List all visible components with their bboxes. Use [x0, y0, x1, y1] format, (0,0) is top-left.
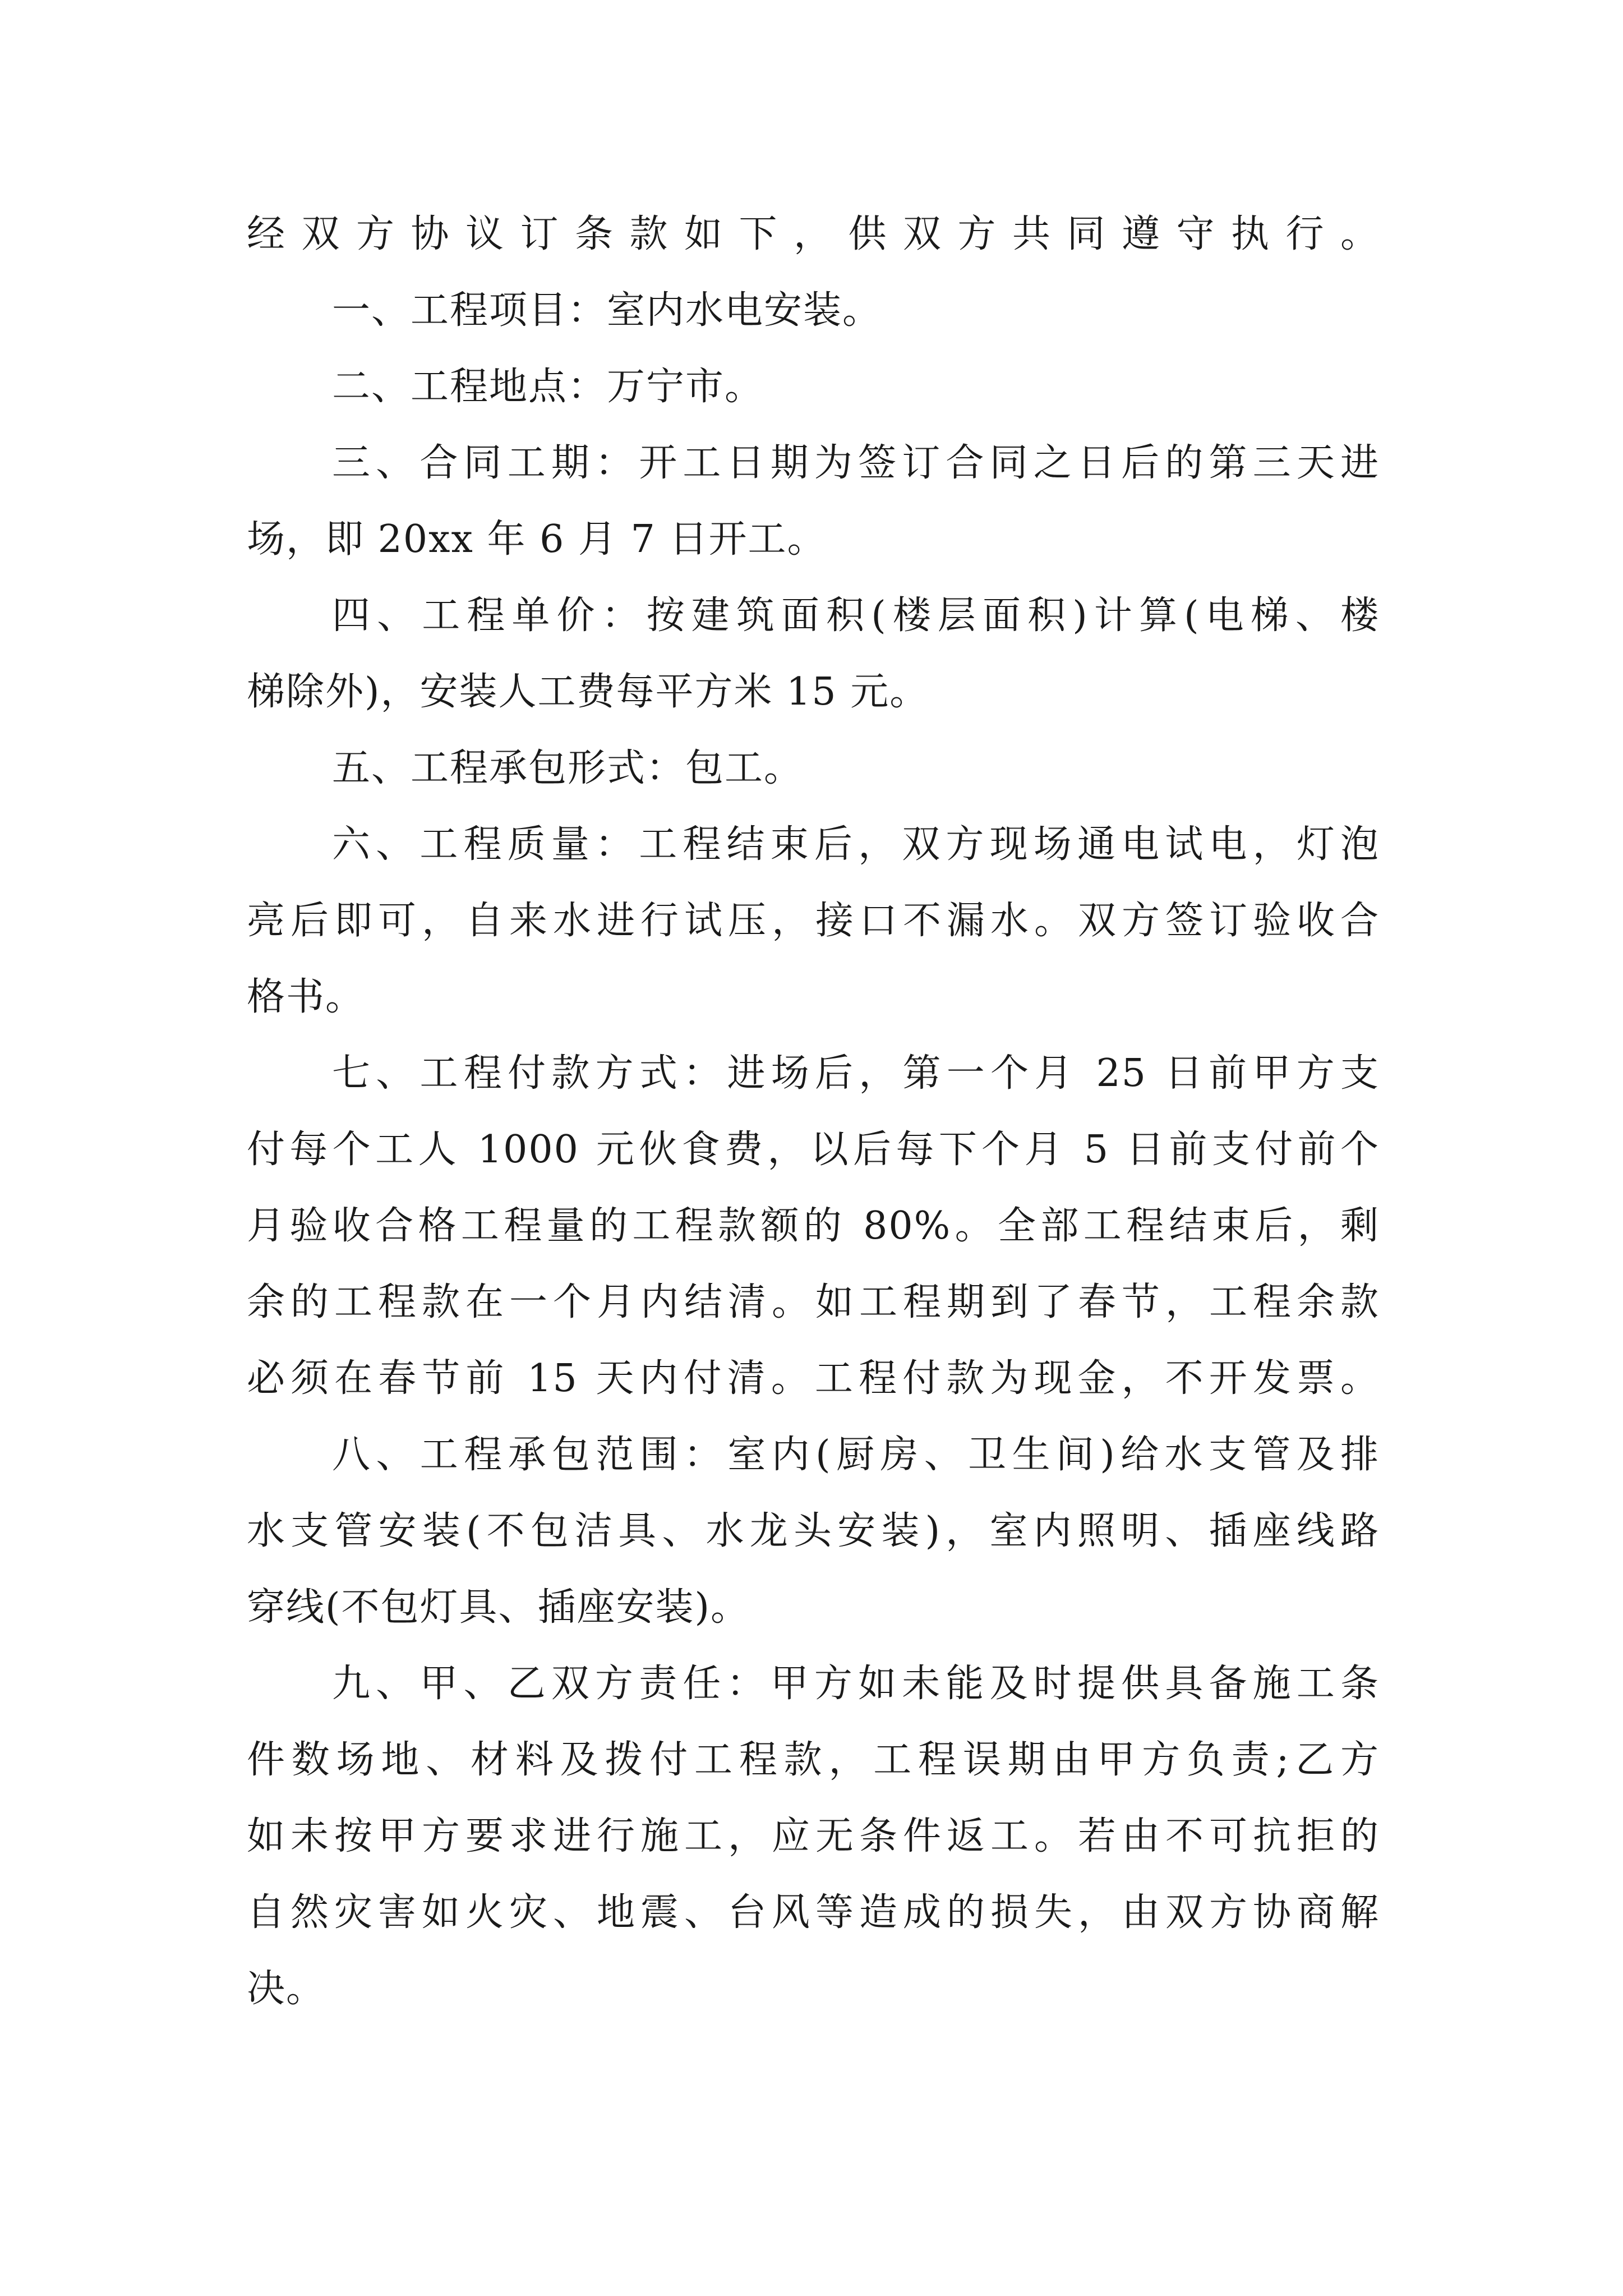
text-line: 决。	[247, 1967, 326, 2011]
text-line: 月验收合格工程量的工程款额的 80%。全部工程结束后，剩	[247, 1204, 1380, 1248]
clause-5-contract-form: 五、工程承包形式：包工。	[332, 746, 804, 790]
text-line: 必须在春节前 15 天内付清。工程付款为现金，不开发票。	[247, 1356, 1380, 1401]
clause-7-payment: 七、工程付款方式：进场后，第一个月 25 日前甲方支	[332, 1051, 1380, 1096]
text-line: 付每个工人 1000 元伙食费，以后每下个月 5 日前支付前个	[247, 1128, 1380, 1172]
text-line: 穿线(不包灯具、插座安装)。	[247, 1585, 750, 1630]
clause-9-responsibilities: 九、甲、乙双方责任：甲方如未能及时提供具备施工条	[332, 1662, 1380, 1706]
text-line: 水支管安装(不包洁具、水龙头安装)，室内照明、插座线路	[247, 1509, 1380, 1553]
clause-8-scope: 八、工程承包范围：室内(厨房、卫生间)给水支管及排	[332, 1433, 1380, 1477]
text-line: 余的工程款在一个月内结清。如工程期到了春节，工程余款	[247, 1280, 1380, 1324]
clause-4-unit-price: 四、工程单价：按建筑面积(楼层面积)计算(电梯、楼	[332, 593, 1380, 638]
clause-1-project: 一、工程项目：室内水电安装。	[332, 288, 882, 333]
text-line: 经双方协议订条款如下，供双方共同遵守执行。	[247, 212, 1380, 256]
text-line: 格书。	[247, 975, 365, 1019]
clause-2-location: 二、工程地点：万宁市。	[332, 365, 764, 409]
clause-3-period: 三、合同工期：开工日期为签订合同之日后的第三天进	[332, 441, 1380, 485]
clause-6-quality: 六、工程质量：工程结束后，双方现场通电试电，灯泡	[332, 822, 1380, 867]
text-line: 梯除外)，安装人工费每平方米 15 元。	[247, 670, 929, 714]
text-line: 自然灾害如火灾、地震、台风等造成的损失，由双方协商解	[247, 1890, 1380, 1935]
text-line: 如未按甲方要求进行施工，应无条件返工。若由不可抗拒的	[247, 1814, 1380, 1858]
text-line: 亮后即可，自来水进行试压，接口不漏水。双方签订验收合	[247, 899, 1380, 943]
text-line: 件数场地、材料及拨付工程款，工程误期由甲方负责;乙方	[247, 1738, 1380, 1782]
text-line: 场，即 20xx 年 6 月 7 日开工。	[247, 517, 827, 562]
